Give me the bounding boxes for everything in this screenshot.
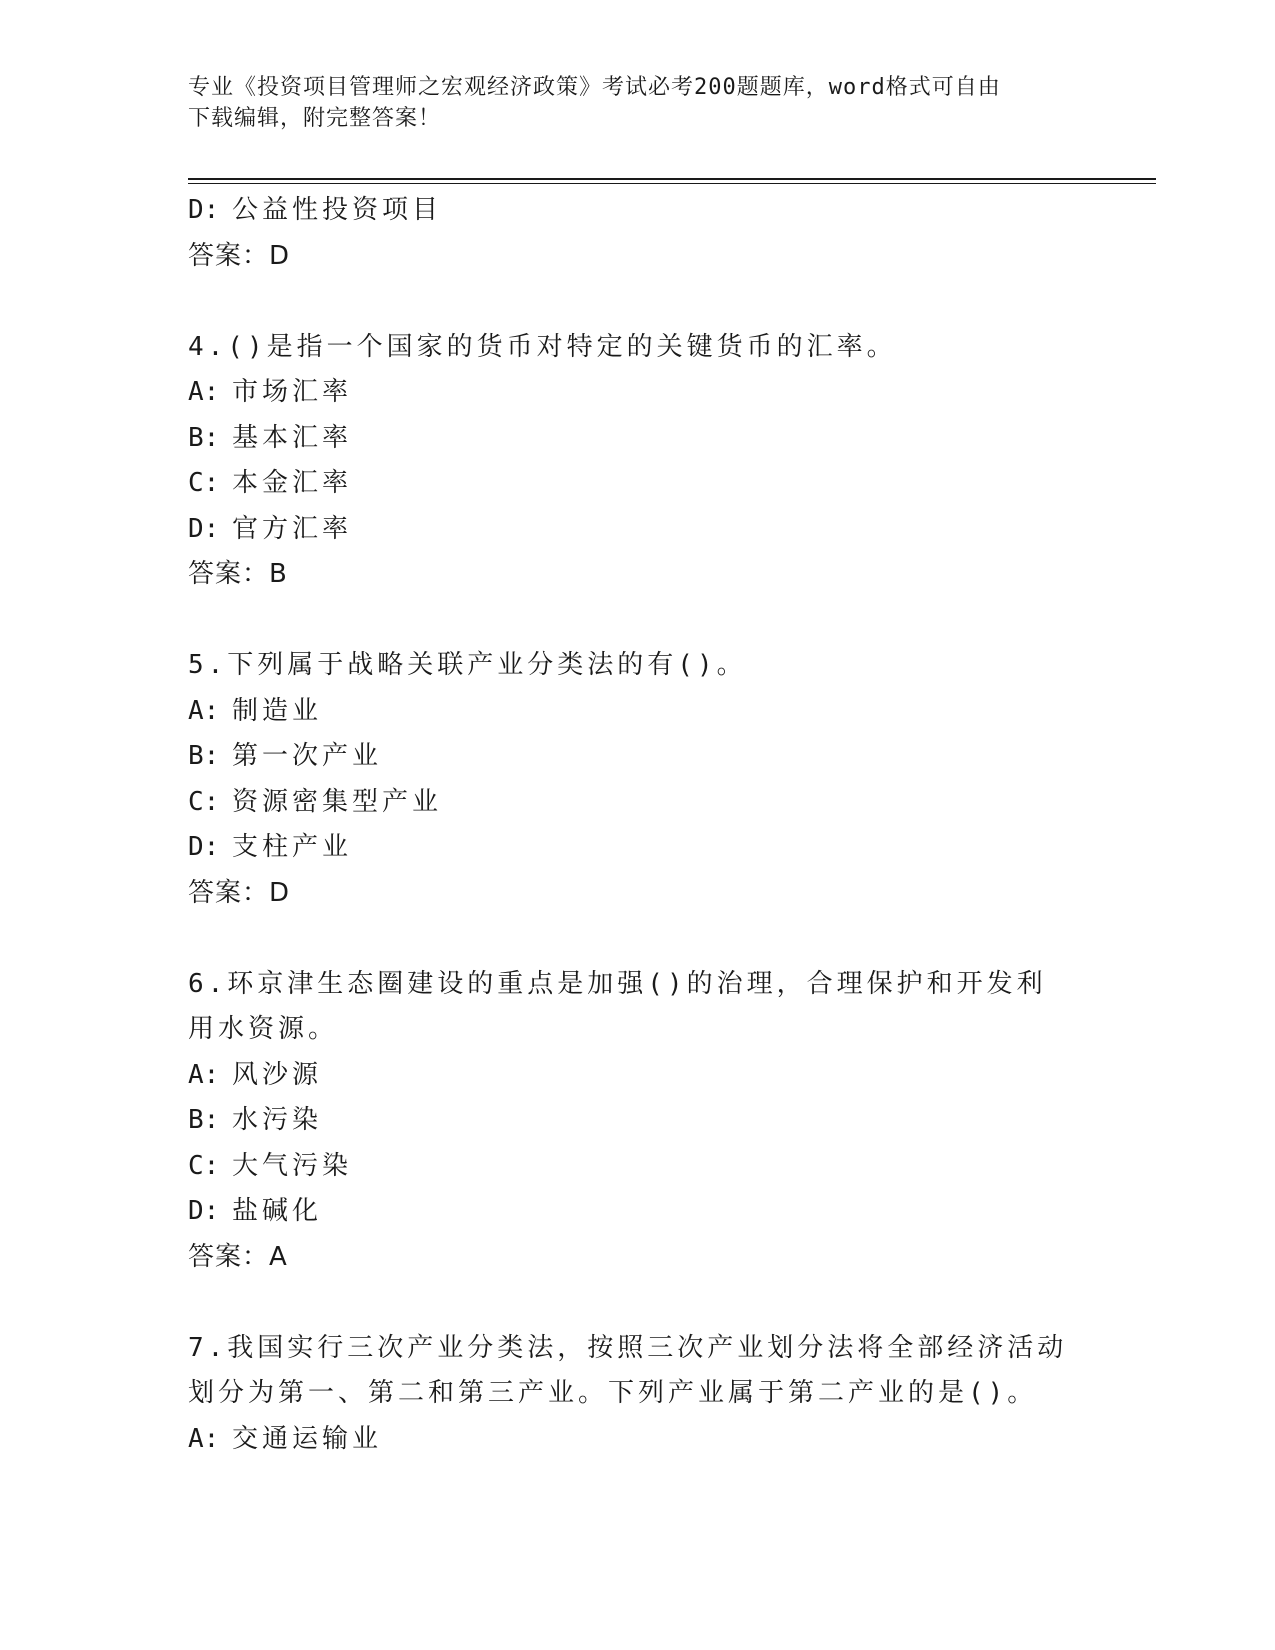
option-text: 盐碱化 — [232, 1196, 323, 1226]
question-text: 7.我国实行三次产业分类法，按照三次产业划分法将全部经济活动划分为第一、第二和第三产业。下列产业属于第二产业的是()。 — [188, 1332, 1068, 1408]
answer-line: 答案：D — [188, 240, 291, 271]
option-label: D: — [188, 195, 220, 225]
option-label: B: — [188, 422, 220, 453]
option-label: A: — [188, 1059, 220, 1090]
header-line-1: 专业《投资项目管理师之宏观经济政策》考试必考200题题库，word格式可自由 — [188, 75, 1001, 100]
option-item — [188, 416, 1068, 462]
spacer — [188, 279, 1068, 325]
option-item — [188, 689, 1068, 735]
spacer — [188, 1280, 1068, 1326]
answer-line: 答案：D — [188, 877, 291, 908]
option-text: 支柱产业 — [232, 832, 353, 862]
option-text: 大气污染 — [232, 1150, 353, 1181]
question-text: 4.()是指一个国家的货币对特定的关键货币的汇率。 — [188, 331, 897, 362]
answer-line: 答案：A — [188, 1241, 288, 1272]
option-item — [188, 1098, 1068, 1144]
option-item — [188, 1053, 1068, 1099]
option-item — [188, 780, 1068, 826]
option-item — [188, 1189, 1068, 1235]
question-text: 5.下列属于战略关联产业分类法的有()。 — [188, 650, 747, 680]
question-text: 6.环京津生态圈建设的重点是加强()的治理，合理保护和开发利用水资源。 — [188, 968, 1047, 1044]
option-item — [188, 461, 1068, 507]
option-text: 水污染 — [232, 1105, 323, 1135]
header-rule-thick — [188, 178, 1156, 180]
option-label: C: — [188, 468, 220, 498]
option-label: A: — [188, 1423, 220, 1454]
option-text: 基本汇率 — [232, 422, 353, 453]
header-line-2: 下载编辑，附完整答案！ — [188, 106, 442, 131]
option-text: 制造业 — [232, 695, 323, 726]
option-text: 第一次产业 — [232, 741, 383, 771]
option-text: 交通运输业 — [232, 1423, 383, 1454]
option-item — [188, 734, 1068, 780]
option-label: C: — [188, 1150, 220, 1181]
option-item — [188, 825, 1068, 871]
option-label: C: — [188, 786, 220, 817]
option-item — [188, 370, 1068, 416]
option-text: 资源密集型产业 — [232, 786, 443, 817]
option-item — [188, 507, 1068, 553]
header-rule-thin — [188, 183, 1156, 184]
option-text: 本金汇率 — [232, 468, 353, 498]
option-text: 风沙源 — [232, 1059, 323, 1090]
spacer — [188, 916, 1068, 962]
spacer — [188, 598, 1068, 644]
option-item — [188, 1144, 1068, 1190]
option-label: D: — [188, 1196, 220, 1226]
option-label: A: — [188, 377, 220, 407]
option-label: D: — [188, 832, 220, 862]
option-label: B: — [188, 741, 220, 771]
option-label: B: — [188, 1105, 220, 1135]
document-header — [188, 72, 1068, 134]
option-item — [188, 1417, 1068, 1463]
option-item — [188, 188, 1068, 234]
option-label: A: — [188, 695, 220, 726]
option-text: 公益性投资项目 — [232, 195, 443, 225]
option-text: 市场汇率 — [232, 377, 353, 407]
option-text: 官方汇率 — [232, 513, 353, 544]
option-label: D: — [188, 513, 220, 544]
question-list — [188, 188, 1068, 1462]
answer-line: 答案：B — [188, 559, 288, 589]
